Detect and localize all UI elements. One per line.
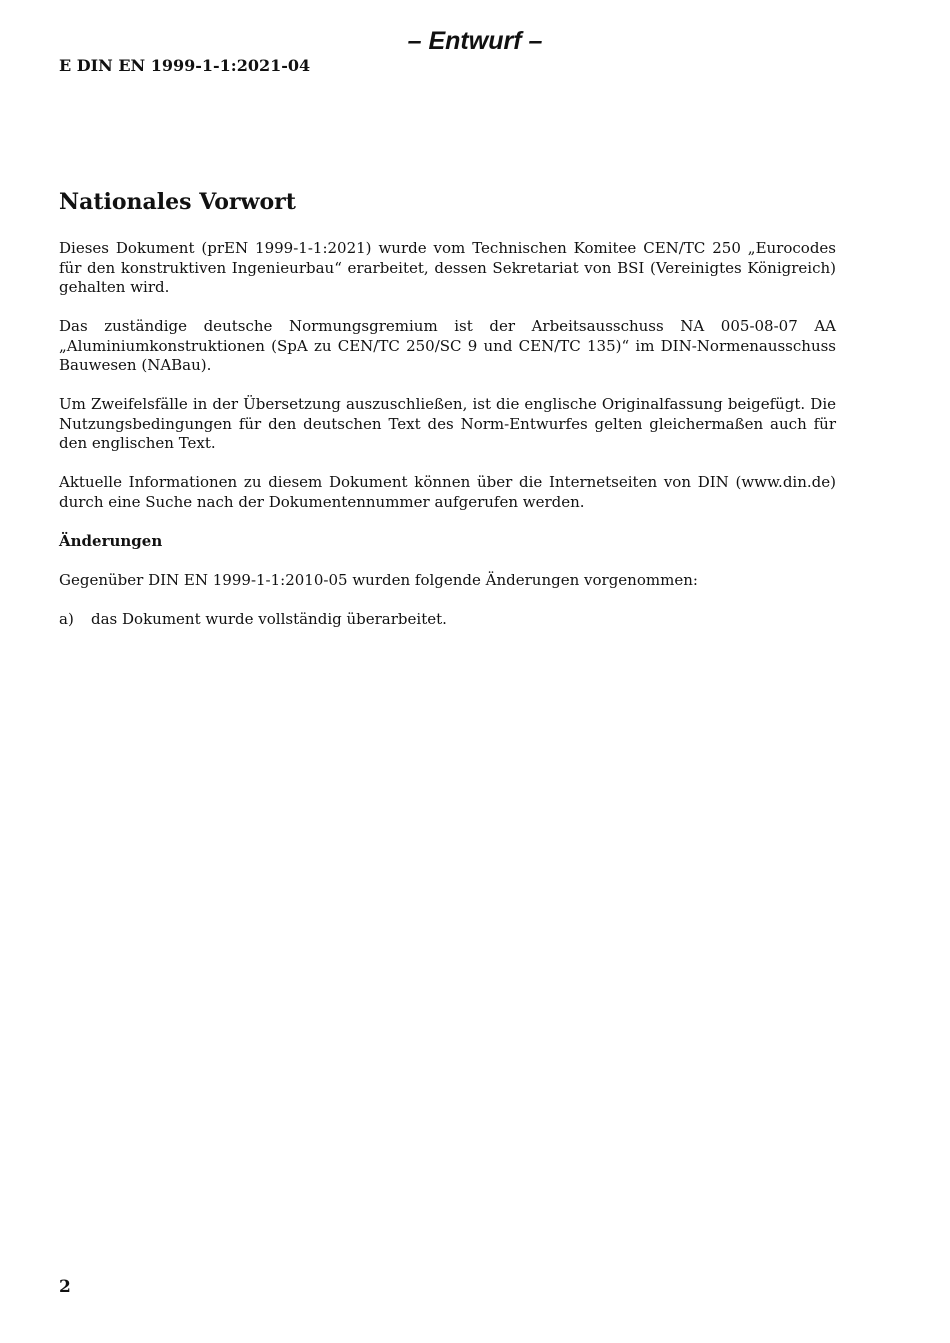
changes-heading: Änderungen [59, 531, 163, 550]
document-id: E DIN EN 1999-1-1:2021-04 [59, 56, 311, 75]
changes-intro: Gegenüber DIN EN 1999-1-1:2010-05 wurden folgende Änderungen vorgenommen: [59, 570, 698, 589]
page-number: 2 [59, 1277, 71, 1297]
paragraph-committee: Dieses Dokument (prEN 1999-1-1:2021) wurde vom Technischen Komitee CEN/TC 250 „Eurocodes für den konstruktiven Ingenieurbau“ erarbeitet, dessen Sekretariat von BSI (Vereinigtes Königreich) gehalten wird. [59, 239, 836, 296]
section-title: Nationales Vorwort [59, 189, 296, 215]
list-item [59, 610, 836, 630]
draft-mark: – Entwurf – [407, 27, 543, 55]
paragraph-translation: Um Zweifelsfälle in der Übersetzung auszuschließen, ist die englische Originalfassung beigefügt. Die Nutzungsbedingungen für den deutschen Text des Norm-Entwurfes gelten gleichermaßen auch für den englischen Text. [59, 395, 836, 452]
paragraph-german-body: Das zuständige deutsche Normungsgremium ist der Arbeitsausschuss NA 005-08-07 AA „Aluminiumkonstruktionen (SpA zu CEN/TC 250/SC 9 und CEN/TC 135)“ im DIN-Normenausschuss Bauwesen (NABau). [59, 317, 836, 374]
list-text: das Dokument wurde vollständig überarbeitet. [91, 609, 447, 628]
paragraph-information: Aktuelle Informationen zu diesem Dokument können über die Internetseiten von DIN (www.din.de) durch eine Suche nach der Dokumentennummer aufgerufen werden. [59, 473, 836, 511]
list-marker: a) [59, 609, 74, 628]
national-foreword-section [59, 187, 836, 629]
